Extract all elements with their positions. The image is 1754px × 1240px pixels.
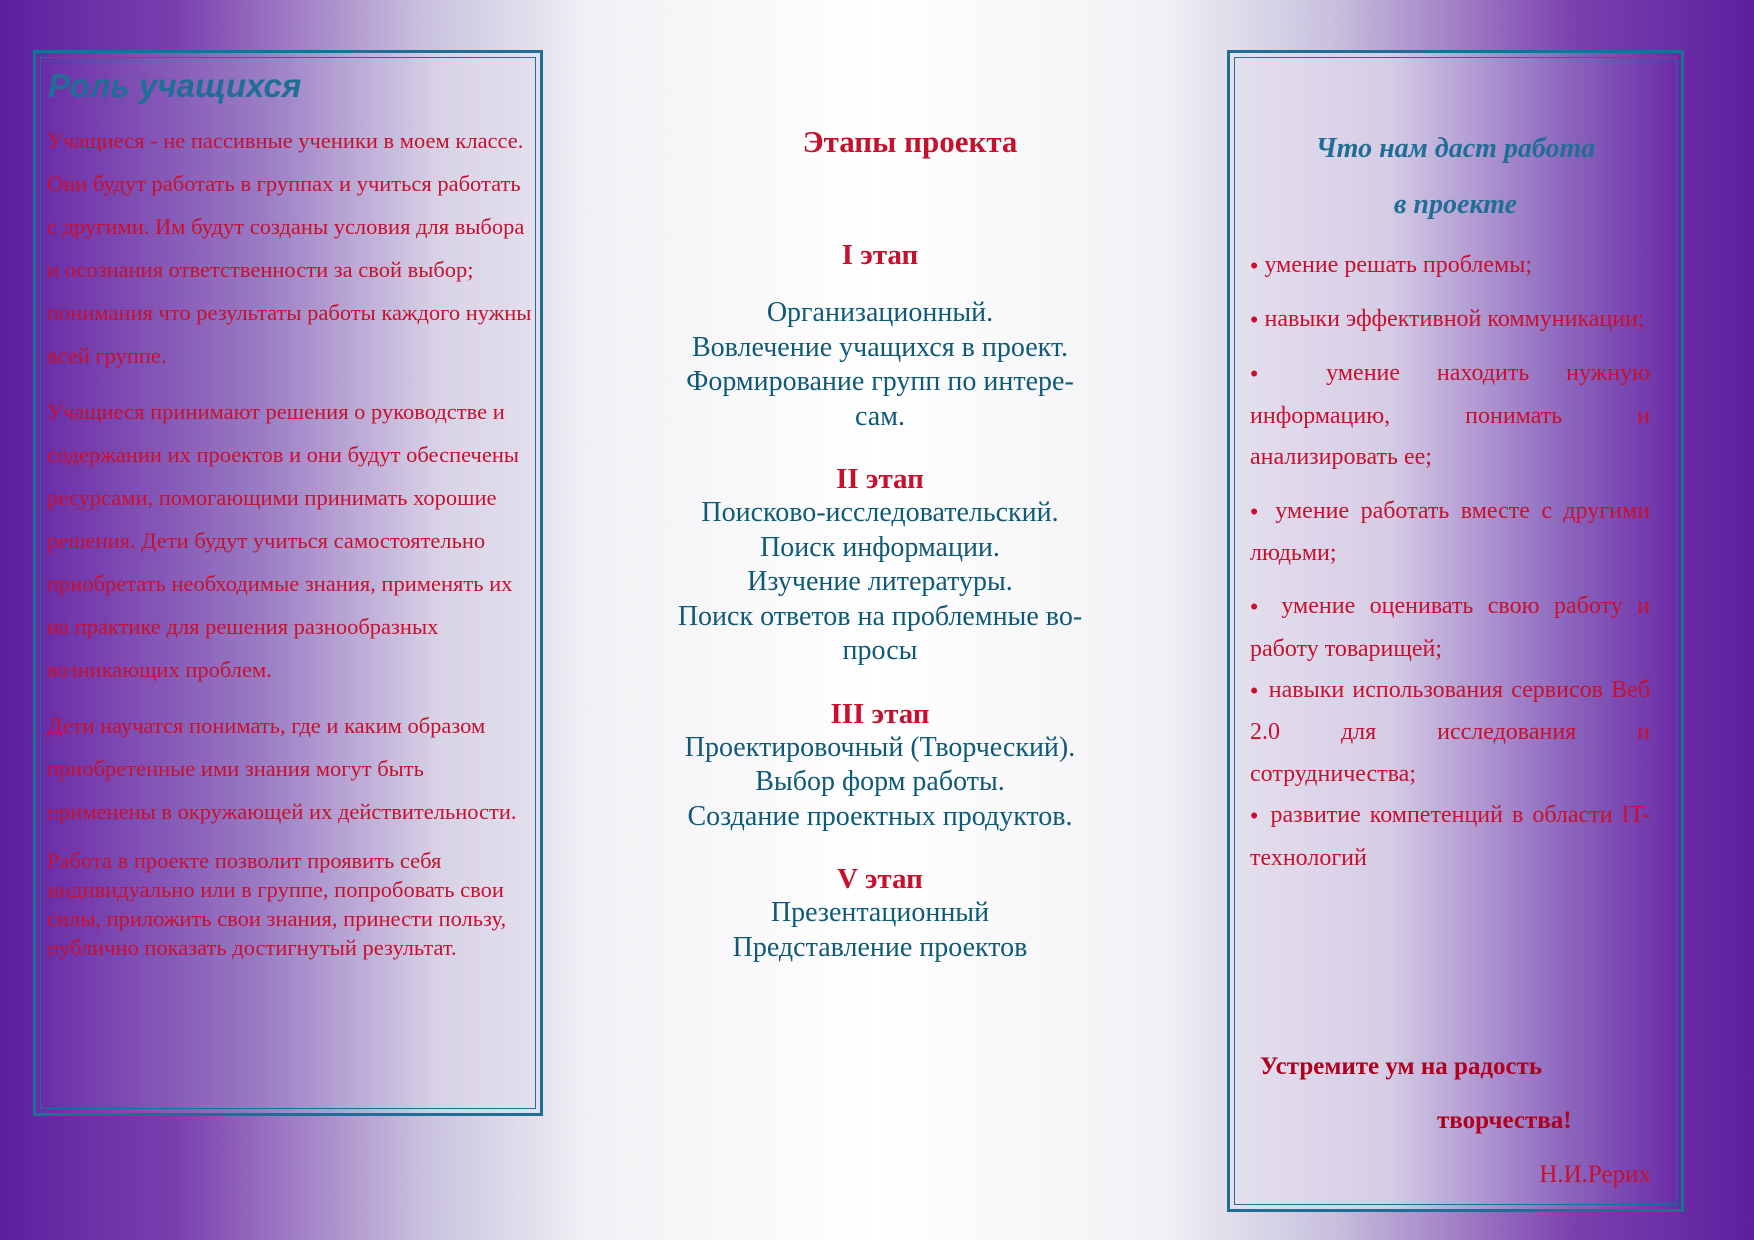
left-paragraph-3: Дети научатся понимать, где и каким образом приобретенные ими знания могут быть применены в окружающей их действительности.	[47, 713, 517, 824]
right-heading-line-1: Что нам даст работа	[1315, 133, 1596, 164]
quote-line-2: творчества!	[1437, 1107, 1572, 1134]
stage-line: Изучение литературы.	[747, 566, 1013, 597]
bullet-icon: ●	[1250, 258, 1259, 274]
stage-2	[640, 462, 1120, 669]
stage-line: Создание проектных продуктов.	[687, 800, 1073, 832]
stage-line: Формирование групп по интере-	[686, 366, 1074, 397]
stage-line: Вовлечение учащихся в проект.	[691, 331, 1069, 363]
benefits-list	[1250, 245, 1650, 879]
stage-1	[640, 238, 1120, 434]
quote-line-1: Устремите ум на радость	[1260, 1053, 1543, 1080]
right-heading-line-2: в проекте	[1393, 189, 1518, 220]
bullet-icon: ●	[1250, 367, 1290, 383]
left-body	[47, 119, 535, 975]
stage-line: Презентационный	[770, 897, 990, 928]
bullet-icon: ●	[1250, 683, 1261, 699]
list-item: ● навыки использования сервисов Веб 2.0 для исследования и сотрудничества;	[1250, 677, 1650, 787]
left-heading: Роль учащихся	[48, 67, 302, 104]
stage-label: II этап	[836, 463, 924, 495]
stage-3	[640, 697, 1120, 835]
list-item: ● развитие компетенций в области IT-технологий	[1250, 802, 1650, 871]
bullet-icon: ●	[1250, 312, 1259, 328]
stage-line: Организационный.	[766, 297, 994, 328]
list-item: ● умение решать проблемы;	[1250, 252, 1532, 278]
list-item: ● умение оценивать свою работу и работу товарищей;	[1250, 593, 1650, 662]
quote-author: Н.И.Рерих	[1539, 1161, 1651, 1188]
bullet-icon: ●	[1250, 600, 1267, 616]
list-item: ● умение работать вместе с другими людьми;	[1250, 497, 1651, 566]
stage-line: Поисково-исследовательский.	[701, 497, 1059, 528]
stage-label: V этап	[837, 863, 923, 895]
list-item: ● навыки эффективной коммуникации;	[1250, 306, 1645, 333]
bullet-icon: ●	[1250, 809, 1262, 825]
right-panel	[1227, 50, 1684, 1212]
stages-title: Этапы проекта	[802, 124, 1018, 159]
stages-list	[640, 238, 1120, 965]
stage-line: Выбор форм работы.	[755, 766, 1005, 797]
stage-label: III этап	[830, 697, 930, 730]
left-paragraph-1: Учащиеся - не пассивные ученики в моем классе. Они будут работать в группах и учиться работать с другими. Им будут созданы условия для выбора и осознания ответственности за свой выбор; понимания что результаты работы каждого нужны всей группе.	[47, 128, 532, 368]
stage-4	[640, 862, 1120, 965]
stage-line: просы	[842, 635, 918, 666]
stage-line: сам.	[855, 400, 905, 432]
left-paragraph-2: Учащиеся принимают решения о руководстве и содержании их проектов и они будут обеспечены ресурсами, помогающими принимать хорошие решения. Дети будут учиться самостоятельно приобретать необходимые знания, применять их на практике для решения разнообразных возникающих проблем.	[47, 399, 520, 682]
list-item: ● умение находить нужную информацию, понимать и анализировать ее;	[1250, 360, 1650, 471]
bullet-icon: ●	[1250, 504, 1264, 520]
left-panel	[33, 50, 543, 1116]
stage-line: Поиск ответов на проблемные во-	[677, 600, 1083, 632]
stage-line: Поиск информации.	[760, 531, 1000, 563]
stage-line: Проектировочный (Творческий).	[684, 731, 1076, 763]
left-paragraph-4: Работа в проекте позволит проявить себя индивидуально или в группе, попробовать свои силы, приложить свои знания, принести пользу, публично показать достигнутый результат.	[47, 848, 507, 960]
stage-line: Представление проектов	[732, 931, 1028, 963]
stage-label: I этап	[841, 239, 919, 271]
